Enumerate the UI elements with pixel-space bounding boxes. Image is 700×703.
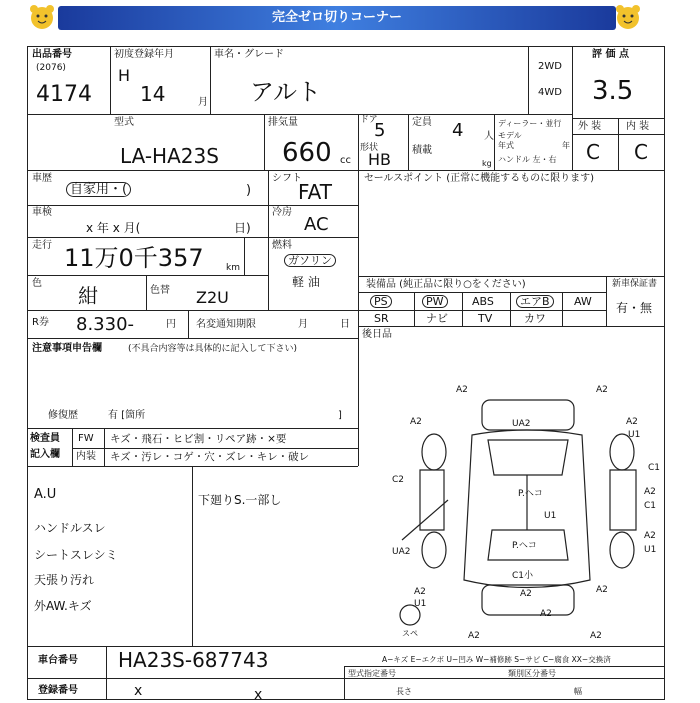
displacement-unit: cc xyxy=(340,155,351,166)
damage-mark-21: A2 xyxy=(596,585,608,595)
damage-mark-20: A2 xyxy=(520,589,532,599)
lot-label: 出品番号 xyxy=(32,49,72,60)
damage-mark-2: A2 xyxy=(596,385,608,395)
shape-label: 形状 xyxy=(360,143,379,153)
damage-mark-24: A2 xyxy=(590,631,602,641)
score-value: 3.5 xyxy=(592,76,634,106)
damage-mark-19: C1小 xyxy=(512,571,534,581)
color-code: Z2U xyxy=(196,288,229,307)
repair-history-label: 修復歴 xyxy=(48,410,78,421)
comment-left-2: ハンドルスレ xyxy=(34,521,106,535)
damage-legend: A−キズ E−エクボ U−凹み W−補修跡 S−サビ C−腐食 XX−交換済 xyxy=(382,655,611,664)
color-label: 色 xyxy=(32,278,42,289)
equipment-label: 装備品 (純正品に限り○をください) xyxy=(366,279,526,290)
name-change-day: 日 xyxy=(340,319,350,330)
selling-points-label: セールスポイント (正常に機能するものに限ります) xyxy=(364,173,595,184)
plate-label: 登録番号 xyxy=(38,685,78,696)
damage-mark-18: U1 xyxy=(414,599,427,609)
registration-label: 初度登録年月 xyxy=(114,49,174,60)
type-value: LA-HA23S xyxy=(120,144,219,168)
comment-left-4: 天張り汚れ xyxy=(34,573,95,587)
inspector-fw-items: キズ・飛石・ヒビ割・リペア跡・×要 xyxy=(110,433,287,445)
after-fit-label: 後日品 xyxy=(362,329,392,340)
equip-navi: ナビ xyxy=(426,312,448,325)
chassis-label: 車台番号 xyxy=(38,655,78,666)
shift-value: FAT xyxy=(298,180,333,204)
displacement-label: 排気量 xyxy=(268,117,298,128)
dealer-label: ディーラー・並行 xyxy=(498,119,562,128)
capacity-label: 定員 xyxy=(412,117,432,128)
damage-mark-10: C1 xyxy=(644,501,657,511)
plate-value: x xyxy=(134,683,143,699)
damage-mark-3: A2 xyxy=(410,417,422,427)
color-value: 紺 xyxy=(78,284,98,308)
model-name-label: 車名・グレード xyxy=(214,49,284,60)
damage-mark-12: U1 xyxy=(544,511,557,521)
chassis-value: HA23S-687743 xyxy=(118,648,269,672)
equip-aw: AW xyxy=(574,295,592,308)
equip-abs: ABS xyxy=(472,295,494,308)
name-change-month: 月 xyxy=(298,319,308,330)
damage-mark-7: C1 xyxy=(648,463,661,473)
color-change-label: 色替 xyxy=(150,285,170,296)
doors-label: ドア xyxy=(360,115,378,125)
score-label: 評 価 点 xyxy=(592,49,629,60)
repair-history-close: ] xyxy=(338,410,342,421)
ac-label: 冷房 xyxy=(272,207,292,218)
capacity-unit: 人 xyxy=(484,131,494,142)
model-name-value: アルト xyxy=(250,78,322,106)
exterior-label: 外 装 xyxy=(578,121,602,132)
inspection-value: x 年 x 月( xyxy=(86,221,141,235)
inspector-entry-label: 記入欄 xyxy=(30,449,60,460)
load-label: 積載 xyxy=(412,145,432,156)
comment-left-1: A.U xyxy=(34,487,57,502)
equip-ps: PS xyxy=(370,295,392,308)
damage-mark-8: C2 xyxy=(392,475,405,485)
notes-label: 注意事項申告欄 xyxy=(32,343,102,354)
equip-sr: SR xyxy=(374,312,389,325)
load-unit: kg xyxy=(482,159,492,168)
comment-right-1: 下廻りS.一部し xyxy=(198,493,282,507)
damage-mark-17: A2 xyxy=(414,587,426,597)
recycle-unit: 円 xyxy=(166,319,176,330)
registration-era: H xyxy=(118,66,131,85)
lot-sub: (2076) xyxy=(36,63,66,73)
inspector-label: 検査員 xyxy=(30,433,60,444)
damage-mark-13: A2 xyxy=(644,531,656,541)
damage-mark-11: P.ヘコ xyxy=(518,489,543,499)
inspector-fw: FW xyxy=(78,433,94,444)
comment-left-3: シートスレシミ xyxy=(34,548,118,562)
warranty-label: 新車保証書 xyxy=(612,279,658,289)
dealer-handle: ハンドル 左・右 xyxy=(498,155,557,164)
damage-mark-9: A2 xyxy=(644,487,656,497)
capacity-value: 4 xyxy=(452,120,464,141)
inspection-day: 日) xyxy=(234,221,251,235)
exterior-grade: C xyxy=(586,140,600,164)
warranty-value: 有・無 xyxy=(616,301,653,315)
mileage-unit: km xyxy=(226,263,240,273)
mileage-label: 走行 xyxy=(32,240,52,251)
usage-value: 自家用・( xyxy=(66,182,131,197)
mascot-icon-left xyxy=(28,4,56,30)
registration-month-suffix: 月 xyxy=(198,97,208,108)
damage-mark-25: スペ xyxy=(402,629,418,638)
dealer-year-suffix: 年 xyxy=(562,141,570,150)
damage-mark-22: A2 xyxy=(468,631,480,641)
damage-mark-5: UA2 xyxy=(512,419,531,429)
name-change-label: 名変通知期限 xyxy=(196,319,256,330)
lot-number: 4174 xyxy=(36,82,92,107)
mileage-value: 11万0千357 xyxy=(64,244,204,272)
notes-sub: (不具合内容等は具体的に記入して下さい) xyxy=(128,344,298,354)
equip-leather: カワ xyxy=(524,312,546,325)
damage-mark-16: P.ヘコ xyxy=(512,541,537,551)
plate-value-2: x xyxy=(254,687,263,703)
damage-mark-23: A2 xyxy=(540,609,552,619)
damage-mark-15: UA2 xyxy=(392,547,411,557)
repair-history-value: 有 [箇所 xyxy=(108,410,146,421)
type-label: 型式 xyxy=(114,117,134,128)
usage-close: ) xyxy=(246,183,252,198)
doors-value: 5 xyxy=(374,120,386,141)
inspector-interior: 内装 xyxy=(76,451,96,462)
registration-year: 14 xyxy=(140,82,166,106)
ac-value: AC xyxy=(304,214,329,235)
equip-tv: TV xyxy=(478,312,493,325)
drive-4wd: 4WD xyxy=(538,87,562,98)
damage-mark-14: U1 xyxy=(644,545,657,555)
spec-number-label: 型式指定番号 xyxy=(348,669,396,678)
damage-mark-6: U1 xyxy=(628,430,641,440)
recycle-value: 8.330- xyxy=(76,314,135,335)
inspection-label: 車検 xyxy=(32,207,52,218)
equip-airbag: エアB xyxy=(516,295,554,308)
width-label: 幅 xyxy=(574,687,582,696)
inspector-interior-items: キズ・汚レ・コゲ・穴・ズレ・キレ・破レ xyxy=(110,451,310,463)
usage-label: 車歴 xyxy=(32,173,52,184)
equip-pw: PW xyxy=(422,295,448,308)
drive-2wd: 2WD xyxy=(538,61,562,72)
recycle-label: R券 xyxy=(32,317,49,328)
shift-label: シフト xyxy=(272,173,302,184)
damage-mark-1: A2 xyxy=(456,385,468,395)
fuel-label: 燃料 xyxy=(272,240,292,251)
page-banner: 完全ゼロ切りコーナー xyxy=(58,6,616,30)
displacement-value: 660 xyxy=(282,138,332,168)
damage-mark-4: A2 xyxy=(626,417,638,427)
fuel-diesel: 軽 油 xyxy=(292,275,320,289)
dealer-model: モデル xyxy=(498,131,522,140)
length-label: 長さ xyxy=(396,687,412,696)
interior-grade: C xyxy=(634,140,648,164)
mascot-icon-right xyxy=(614,4,642,30)
comment-left-5: 外AW.キズ xyxy=(34,599,92,613)
shape-value: HB xyxy=(368,150,392,169)
interior-label: 内 装 xyxy=(626,121,650,132)
fuel-gasoline: ガソリン xyxy=(284,254,336,267)
class-number-label: 類別区分番号 xyxy=(508,669,556,678)
dealer-year-label: 年式 xyxy=(498,141,514,150)
